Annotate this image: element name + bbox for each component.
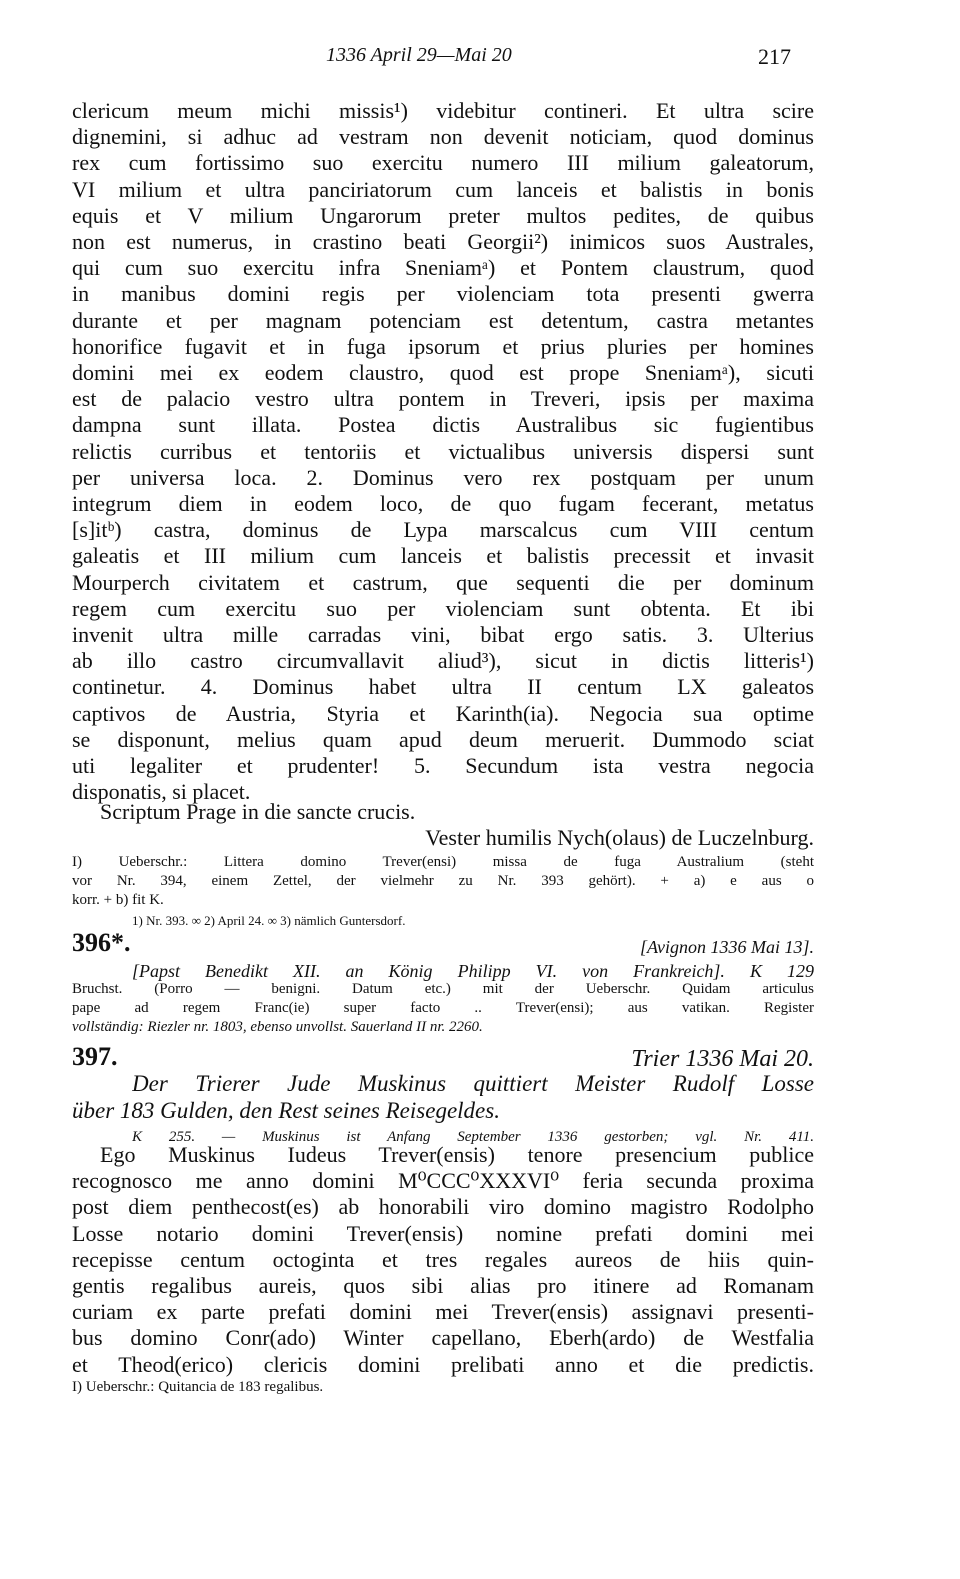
- body-line: integrum diem in eodem loco, de quo fugam fecerant, metatus: [72, 491, 814, 516]
- footnote-line: I) Ueberschr.: Littera domino Trever(ensi) missa de fuga Australium (steht: [72, 854, 814, 870]
- page-number: 217: [758, 44, 791, 69]
- document-place-date: [Avignon 1336 Mai 13].: [640, 937, 814, 957]
- body-line: invenit ultra mille carradas vini, bibat ergo satis. 3. Ulterius: [72, 622, 814, 647]
- document-regest: Der Trierer Jude Muskinus quittiert Meister Rudolf Losse: [132, 1071, 814, 1096]
- signature-line: Vester humilis Nych(olaus) de Luczelnburg.: [425, 825, 814, 850]
- body-line: honorifice fugavit et in fuga ipsorum et prius pluries per homines: [72, 333, 814, 359]
- body-line: [s]itᵇ) castra, dominus de Lypa marscalcus cum VIII centum: [72, 517, 814, 543]
- body-line: captivos de Austria, Styria et Karinth(ia). Negocia sua optime: [72, 700, 814, 726]
- body-line: dignemini, si adhuc ad vestram non devenit noticiam, quod dominus: [72, 124, 814, 150]
- footnote-line: I) Ueberschr.: Quitancia de 183 regalibus.: [72, 1379, 324, 1395]
- body-line: per universa loca. 2. Dominus vero rex postquam per unum: [72, 464, 814, 490]
- document-text-line: Ego Muskinus Iudeus Trever(ensis) tenore presencium publice: [100, 1142, 814, 1167]
- footnote-line: 1) Nr. 393. ∞ 2) April 24. ∞ 3) nämlich Guntersdorf.: [132, 913, 406, 928]
- document-note: vollständig: Riezler nr. 1803, ebenso unvollst. Sauerland II nr. 2260.: [72, 1019, 483, 1035]
- body-line: qui cum suo exercitu infra Sneniamᵃ) et Pontem claustrum, quod: [72, 255, 814, 281]
- body-line: continetur. 4. Dominus habet ultra II centum LX galeatos: [72, 674, 814, 700]
- document-text-line: recognosco me anno domini M⁰CCC⁰XXXVI⁰ feria secunda proxima: [72, 1168, 814, 1194]
- body-line: durante et per magnam potenciam est detentum, castra metantes: [72, 307, 814, 333]
- footnote-line: vor Nr. 394, einem Zettel, der vielmehr zu Nr. 393 gehört). + a) e aus o: [72, 873, 814, 889]
- body-line: non est numerus, in crastino beati Georgii²) inimicos suos Australes,: [72, 229, 814, 254]
- document-note: pape ad regem Franc(ie) super facto .. Trever(ensi); aus vatikan. Register: [72, 1000, 814, 1016]
- document-note: K 255. — Muskinus ist Anfang September 1336 gestorben; vgl. Nr. 411.: [132, 1129, 814, 1145]
- document-text-line: recepisse centum octoginta et tres regales aureos de hiis quin-: [72, 1246, 814, 1272]
- document-regest: über 183 Gulden, den Rest seines Reisegeldes.: [72, 1098, 500, 1123]
- document-text-line: et Theod(erico) clericis domini prelibati anno et die predictis.: [72, 1351, 814, 1377]
- body-line: est de palacio vestro ultra pontem in Treveri, ipsis per maxima: [72, 386, 814, 412]
- body-line: rex cum fortissimo suo exercitu numero III milium galeatorum,: [72, 150, 814, 176]
- scriptum-line: Scriptum Prage in die sancte crucis.: [100, 799, 416, 824]
- document-number: 397.: [72, 1042, 118, 1071]
- document-regest: [Papst Benedikt XII. an König Philipp VI. von Frankreich]. K 129: [132, 961, 814, 981]
- body-line: ab illo castro circumvallavit aliud³), sicut in dictis litteris¹): [72, 648, 814, 674]
- body-line: in manibus domini regis per violenciam tota presenti gwerra: [72, 281, 814, 307]
- document-text-line: bus domino Conr(ado) Winter capellano, Eberh(ardo) de Westfalia: [72, 1325, 814, 1351]
- body-line: Mourperch civitatem et castrum, que sequenti die per dominum: [72, 569, 814, 595]
- document-note: Bruchst. (Porro — benigni. Datum etc.) mit der Ueberschr. Quidam articulus: [72, 981, 814, 997]
- running-title: 1336 April 29—Mai 20: [326, 44, 512, 66]
- document-text-line: curiam ex parte prefati domini mei Trever(ensis) assignavi presenti-: [72, 1299, 814, 1325]
- body-line: equis et V milium Ungarorum preter multos pedites, de quibus: [72, 202, 814, 228]
- document-place-date: Trier 1336 Mai 20.: [631, 1046, 814, 1072]
- document-text-line: post diem penthecost(es) ab honorabili viro domino magistro Rodolpho: [72, 1194, 814, 1220]
- body-line: relictis curribus et tentoriis et victualibus universis dispersi sunt: [72, 438, 814, 464]
- body-line: galeatis et III milium cum lanceis et balistis precessit et invasit: [72, 543, 814, 569]
- document-text-line: Losse notario domini Trever(ensis) nomine prefati domini mei: [72, 1220, 814, 1246]
- body-line: disponatis, si placet.: [72, 779, 251, 805]
- body-line: se disponunt, melius quam apud deum meruerit. Dummodo sciat: [72, 726, 814, 752]
- footnote-line: korr. + b) fit K.: [72, 892, 164, 908]
- body-line: domini mei ex eodem claustro, quod est prope Sneniamᵃ), sicuti: [72, 360, 814, 385]
- document-number: 396*.: [72, 928, 131, 957]
- body-line: VI milium et ultra panciriatorum cum lanceis et balistis in bonis: [72, 176, 814, 202]
- body-line: regem cum exercitu suo per violenciam sunt obtenta. Et ibi: [72, 595, 814, 621]
- body-line: clericum meum michi missis¹) videbitur contineri. Et ultra scire: [72, 98, 814, 123]
- document-text-line: gentis regalibus aureis, quos sibi alias pro itinere ad Romanam: [72, 1273, 814, 1298]
- body-line: uti legaliter et prudenter! 5. Secundum ista vestra negocia: [72, 753, 814, 778]
- body-line: dampna sunt illata. Postea dictis Australibus sic fugientibus: [72, 412, 814, 438]
